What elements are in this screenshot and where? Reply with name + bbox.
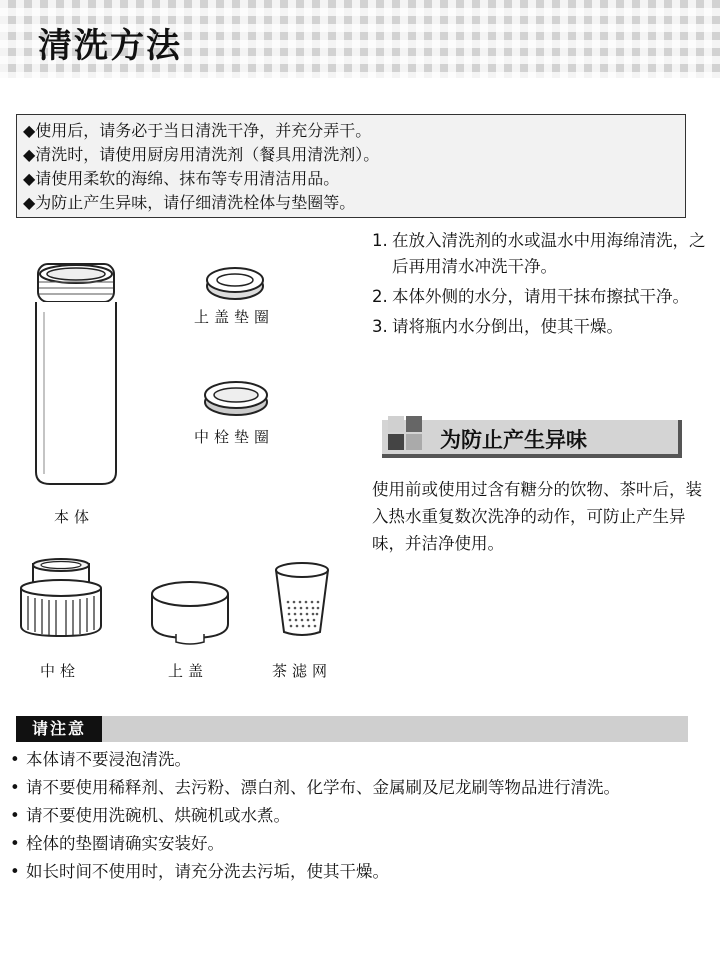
lid-gasket-illustration (204, 266, 266, 302)
page-title: 清洗方法 (38, 26, 182, 66)
notice-line: ◆为防止产生异味，请仔细清洗栓体与垫圈等。 (23, 193, 356, 212)
list-item-text: 本体请不要浸泡清洗。 (26, 750, 191, 769)
step-number: 1. (372, 231, 388, 250)
list-item-text: 如长时间不使用时，请充分洗去污垢，使其干燥。 (26, 862, 389, 881)
notice-line: ◆请使用柔软的海绵、抹布等专用清洁用品。 (23, 169, 340, 188)
squares-icon (388, 416, 428, 452)
label-tea-strainer: 茶滤网 (272, 662, 333, 680)
label-plug-gasket: 中栓垫圈 (194, 428, 275, 446)
label-lid-gasket: 上盖垫圈 (194, 308, 275, 326)
plug-gasket-illustration (202, 378, 270, 418)
bullet-icon: • (10, 806, 20, 825)
step-text: 请将瓶内水分倒出，使其干燥。 (392, 317, 623, 336)
list-item-text: 栓体的垫圈请确实安装好。 (26, 834, 224, 853)
list-item (8, 776, 708, 800)
plug-illustration (18, 558, 104, 640)
cleaning-steps (372, 228, 712, 344)
label-plug: 中栓 (40, 662, 81, 680)
caution-list (8, 748, 708, 888)
page-header (0, 0, 720, 78)
step-text: 在放入清洗剂的水或温水中用海绵清洗，之后再用清水冲洗干净。 (392, 231, 706, 276)
bullet-icon: • (10, 834, 20, 853)
lid-illustration (146, 576, 234, 646)
bottle-body-illustration (30, 262, 122, 488)
bullet-icon: • (10, 750, 20, 769)
step-text: 本体外侧的水分，请用干抹布擦拭干净。 (392, 287, 689, 306)
odor-heading-text: 为防止产生异味 (440, 427, 587, 452)
notice-line: ◆使用后，请务必于当日清洗干净，并充分弄干。 (23, 121, 372, 140)
list-item (8, 748, 708, 772)
list-item-text: 请不要使用洗碗机、烘碗机或水煮。 (26, 806, 290, 825)
bullet-icon: • (10, 862, 20, 881)
tea-strainer-illustration (272, 558, 332, 640)
step-item (372, 228, 712, 280)
caution-tag: 请注意 (16, 716, 102, 742)
step-number: 2. (372, 287, 388, 306)
label-lid: 上盖 (168, 662, 209, 680)
list-item (8, 832, 708, 856)
bullet-icon: • (10, 778, 20, 797)
notice-box (16, 114, 686, 218)
caution-bar (16, 716, 688, 742)
step-number: 3. (372, 317, 388, 336)
odor-paragraph: 使用前或使用过含有糖分的饮物、茶叶后，装入热水重复数次洗净的动作，可防止产生异味，并洁净使用。 (372, 480, 702, 553)
label-body: 本体 (54, 508, 95, 526)
list-item (8, 804, 708, 828)
list-item-text: 请不要使用稀释剂、去污粉、漂白剂、化学布、金属刷及尼龙刷等物品进行清洗。 (26, 778, 620, 797)
step-item (372, 314, 712, 340)
step-item (372, 284, 712, 310)
list-item (8, 860, 708, 884)
notice-line: ◆清洗时，请使用厨房用清洗剂（餐具用清洗剂）。 (23, 145, 380, 164)
odor-section-heading (376, 414, 682, 458)
